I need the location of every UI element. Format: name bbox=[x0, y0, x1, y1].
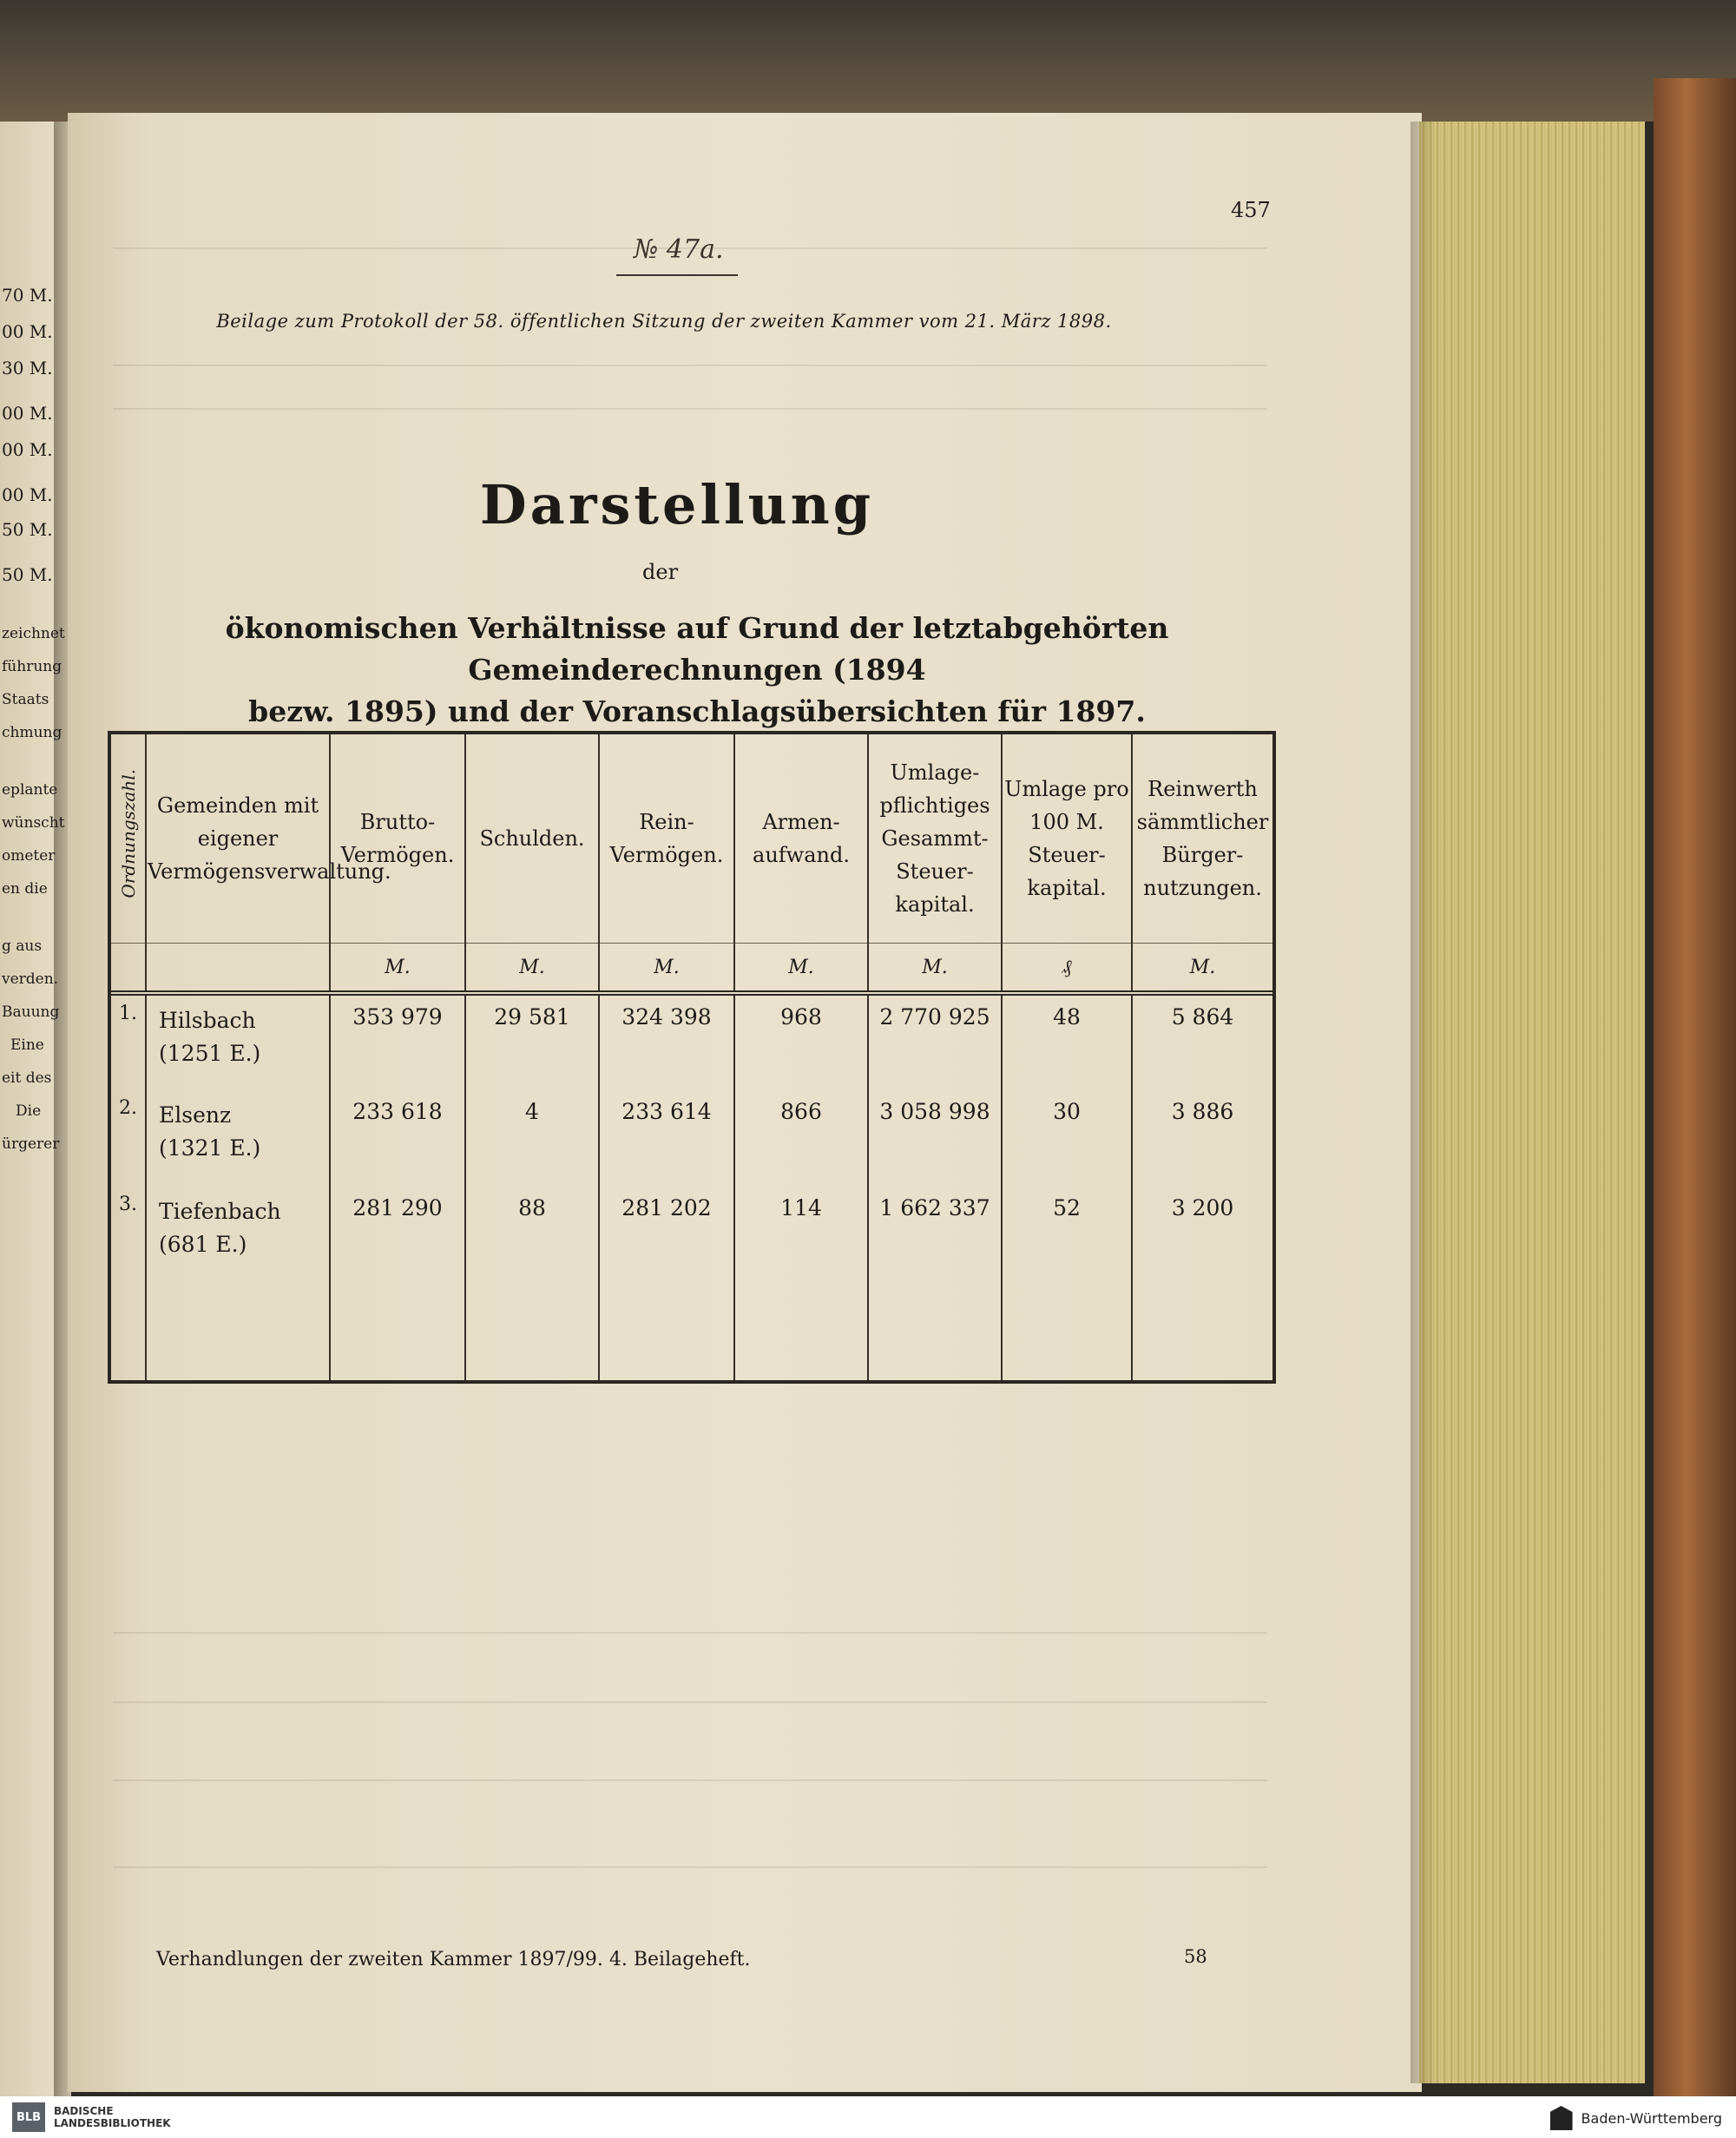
unit-cell: ₰ bbox=[1002, 944, 1132, 994]
left-fragment: 00 M. bbox=[2, 321, 53, 342]
rein-value: 324 398 bbox=[599, 993, 734, 1090]
header-rein: Rein-Vermögen. bbox=[599, 734, 734, 944]
left-fragment: g aus bbox=[2, 937, 43, 955]
left-fragment: ürgerer bbox=[2, 1135, 60, 1153]
municipality-cell bbox=[146, 1090, 330, 1187]
coat-of-arms-icon bbox=[1550, 2106, 1573, 2130]
armen-value: 866 bbox=[734, 1090, 868, 1187]
left-fragment: 00 M. bbox=[2, 403, 53, 424]
left-fragment: 50 M. bbox=[2, 519, 53, 540]
umlage-value: 48 bbox=[1002, 993, 1132, 1090]
unit-cell bbox=[111, 944, 146, 994]
show-through-line bbox=[113, 365, 1267, 366]
show-through-line bbox=[113, 1632, 1267, 1634]
left-fragment: 50 M. bbox=[2, 564, 53, 585]
left-fragment: 30 M. bbox=[2, 358, 53, 378]
library-footer-bar bbox=[0, 2096, 1736, 2138]
unit-cell: M. bbox=[465, 944, 599, 994]
header-gemeinden: Gemeinden mit eigener Vermögensverwaltung. bbox=[146, 734, 330, 944]
page-edge-shadow bbox=[1410, 122, 1437, 2083]
show-through-line bbox=[113, 1866, 1267, 1868]
municipality-cell bbox=[146, 1187, 330, 1284]
statistics-table bbox=[108, 731, 1276, 1384]
schulden-value: 29 581 bbox=[465, 993, 599, 1090]
brutto-value: 233 618 bbox=[330, 1090, 465, 1187]
left-fragment: 00 M. bbox=[2, 484, 53, 505]
left-fragment: Eine bbox=[10, 1036, 44, 1054]
reinwerth-value: 3 886 bbox=[1171, 1098, 1234, 1124]
description-line-1: ökonomischen Verhältnisse auf Grund der letztabgehörten Gemeinderechnungen (1894 bbox=[225, 611, 1169, 687]
header-schulden: Schulden. bbox=[465, 734, 599, 944]
reinwerth-value: 5 864 bbox=[1171, 1004, 1234, 1030]
left-fragment: Die bbox=[16, 1102, 42, 1120]
brutto-value: 353 979 bbox=[330, 993, 465, 1090]
left-fragment: 70 M. bbox=[2, 285, 53, 306]
left-fragment: wünscht bbox=[2, 814, 65, 832]
left-fragment: chmung bbox=[2, 724, 62, 741]
header-umlage-pro: Umlage pro 100 M. Steuer-kapital. bbox=[1002, 734, 1132, 944]
schulden-value: 88 bbox=[465, 1187, 599, 1284]
description-line-2: bezw. 1895) und der Voranschlagsübersichten für 1897. bbox=[248, 694, 1146, 728]
municipality-cell bbox=[146, 993, 330, 1090]
left-fragment: eit des bbox=[2, 1069, 52, 1087]
book-cover-right bbox=[1654, 78, 1736, 2101]
show-through-line bbox=[113, 408, 1267, 410]
brutto-value: 281 290 bbox=[330, 1187, 465, 1284]
armen-value: 114 bbox=[734, 1187, 868, 1284]
subheading: Beilage zum Protokoll der 58. öffentlichen Sitzung der zweiten Kammer vom 21. März 1898. bbox=[216, 311, 1112, 332]
left-fragment: Bauung bbox=[2, 1003, 60, 1021]
handwritten-number: № 47a. bbox=[634, 234, 724, 265]
left-fragment: eplante bbox=[2, 781, 58, 799]
left-fragment: en die bbox=[2, 880, 48, 898]
page-footer-number: 58 bbox=[1184, 1946, 1207, 1967]
header-reinwerth: Reinwerth sämmtlicher Bürger-nutzungen. bbox=[1132, 734, 1272, 944]
unit-cell: M. bbox=[1132, 944, 1272, 994]
page-block-edge bbox=[1419, 122, 1645, 2083]
armen-value: 968 bbox=[734, 993, 868, 1090]
kapital-value: 1 662 337 bbox=[868, 1187, 1002, 1284]
unit-cell: M. bbox=[734, 944, 868, 994]
handwritten-underline bbox=[616, 274, 738, 276]
left-fragment: ometer bbox=[2, 847, 56, 865]
municipality-name: Hilsbach bbox=[159, 1008, 256, 1033]
title-connector: der bbox=[642, 560, 679, 584]
page-number: 457 bbox=[1231, 198, 1271, 222]
show-through-line bbox=[113, 1701, 1267, 1703]
blb-name-line1: BADISCHE bbox=[54, 2105, 114, 2117]
header-umlage-kapital: Umlage-pflichtiges Gesammt-Steuer-kapital. bbox=[868, 734, 1002, 944]
document-title: Darstellung bbox=[479, 473, 875, 536]
table-filler-row bbox=[111, 1284, 1272, 1381]
row-number: 1. bbox=[111, 993, 146, 1090]
unit-cell: M. bbox=[868, 944, 1002, 994]
show-through-line bbox=[113, 1779, 1267, 1781]
page-footer-source: Verhandlungen der zweiten Kammer 1897/99. 4. Beilageheft. bbox=[156, 1949, 751, 1970]
left-fragment: zeichnet bbox=[2, 625, 65, 642]
row-number: 3. bbox=[111, 1187, 146, 1284]
population: (681 E.) bbox=[159, 1232, 247, 1257]
header-ordnungszahl: Ordnungszahl. bbox=[111, 734, 146, 944]
table-row bbox=[111, 993, 1272, 1090]
document-description bbox=[111, 608, 1283, 733]
blb-logo-icon: BLB bbox=[12, 2102, 45, 2132]
reinwerth-value: 3 200 bbox=[1171, 1195, 1234, 1220]
schulden-value: 4 bbox=[465, 1090, 599, 1187]
header-brutto: Brutto-Vermögen. bbox=[330, 734, 465, 944]
blb-name bbox=[54, 2105, 171, 2129]
population: (1321 E.) bbox=[159, 1135, 261, 1161]
unit-cell bbox=[146, 944, 330, 994]
unit-cell: M. bbox=[599, 944, 734, 994]
bw-branding[interactable] bbox=[1550, 2106, 1722, 2130]
left-fragment: Staats bbox=[2, 691, 49, 708]
umlage-value: 52 bbox=[1002, 1187, 1132, 1284]
umlage-value: 30 bbox=[1002, 1090, 1132, 1187]
row-number: 2. bbox=[111, 1090, 146, 1187]
population: (1251 E.) bbox=[159, 1041, 261, 1066]
left-fragment: führung bbox=[2, 658, 62, 675]
left-fragment: verden. bbox=[2, 970, 59, 988]
rein-value: 233 614 bbox=[599, 1090, 734, 1187]
municipality-name: Tiefenbach bbox=[159, 1199, 281, 1224]
book-cover-top bbox=[0, 0, 1736, 122]
left-fragment: 00 M. bbox=[2, 439, 53, 460]
blb-branding[interactable] bbox=[12, 2102, 171, 2132]
unit-cell: M. bbox=[330, 944, 465, 994]
rein-value: 281 202 bbox=[599, 1187, 734, 1284]
kapital-value: 3 058 998 bbox=[868, 1090, 1002, 1187]
table-row bbox=[111, 1090, 1272, 1187]
table-row bbox=[111, 1187, 1272, 1284]
municipality-name: Elsenz bbox=[159, 1102, 232, 1128]
blb-name-line2: LANDESBIBLIOTHEK bbox=[54, 2117, 171, 2129]
bw-name: Baden-Württemberg bbox=[1581, 2109, 1722, 2127]
header-armen: Armen-aufwand. bbox=[734, 734, 868, 944]
kapital-value: 2 770 925 bbox=[868, 993, 1002, 1090]
